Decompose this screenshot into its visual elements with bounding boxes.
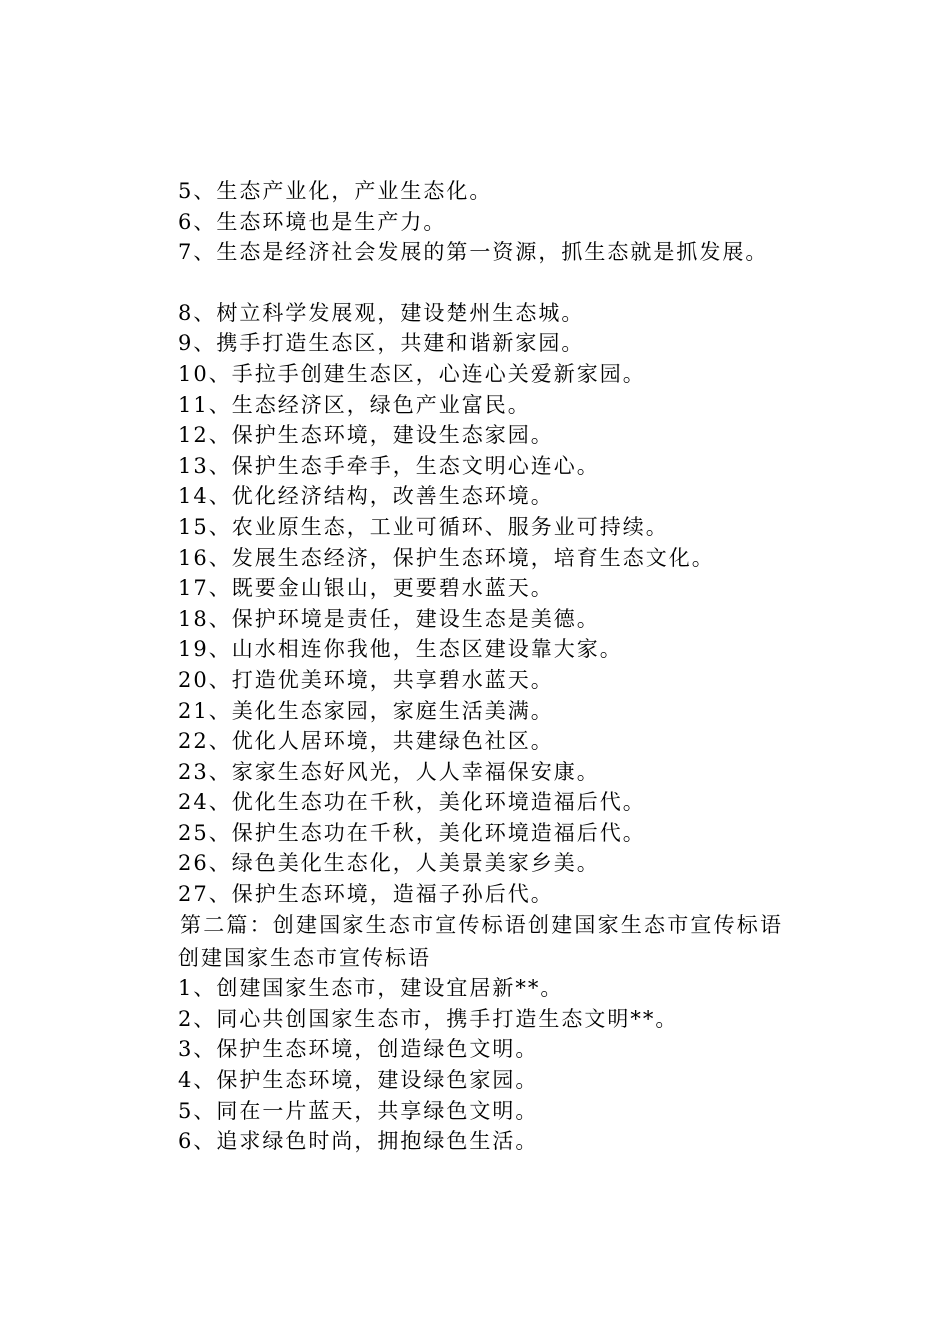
slogan-line: 27、保护生态环境，造福子孙后代。 xyxy=(178,882,554,907)
slogan-line: 9、携手打造生态区，共建和谐新家园。 xyxy=(178,331,585,356)
section-heading: 第二篇：创建国家生态市宣传标语创建国家生态市宣传标语 xyxy=(180,912,784,937)
slogan-line: 14、优化经济结构，改善生态环境。 xyxy=(178,484,554,509)
document-body xyxy=(130,176,840,1157)
slogan-line: 5、同在一片蓝天，共享绿色文明。 xyxy=(178,1098,539,1123)
slogan-line: 7、生态是经济社会发展的第一资源，抓生态就是抓发展。 xyxy=(178,240,769,265)
slogan-line: 15、农业原生态，工业可循环、服务业可持续。 xyxy=(178,514,669,539)
section-subtitle: 创建国家生态市宣传标语 xyxy=(178,945,431,970)
slogan-line: 1、创建国家生态市，建设宜居新**。 xyxy=(178,976,564,1001)
slogan-line: 20、打造优美环境，共享碧水蓝天。 xyxy=(178,667,554,692)
slogan-line: 12、保护生态环境，建设生态家园。 xyxy=(178,423,554,448)
slogan-line: 13、保护生态手牵手，生态文明心连心。 xyxy=(178,453,600,478)
slogan-line: 3、保护生态环境，创造绿色文明。 xyxy=(178,1037,539,1062)
slogan-line: 26、绿色美化生态化，人美景美家乡美。 xyxy=(178,851,600,876)
slogan-line: 8、树立科学发展观，建设楚州生态城。 xyxy=(178,300,585,325)
slogan-line: 6、生态环境也是生产力。 xyxy=(178,209,447,234)
slogan-line: 21、美化生态家园，家庭生活美满。 xyxy=(178,698,554,723)
slogan-line: 19、山水相连你我他，生态区建设靠大家。 xyxy=(178,637,623,662)
slogan-line: 24、优化生态功在千秋，美化环境造福后代。 xyxy=(178,790,646,815)
slogan-line: 22、优化人居环境，共建绿色社区。 xyxy=(178,729,554,754)
slogan-line: 10、手拉手创建生态区，心连心关爱新家园。 xyxy=(178,361,646,386)
slogan-line: 23、家家生态好风光，人人幸福保安康。 xyxy=(178,759,600,784)
slogan-line: 6、追求绿色时尚，拥抱绿色生活。 xyxy=(178,1129,539,1154)
slogan-line: 17、既要金山银山，更要碧水蓝天。 xyxy=(178,576,554,601)
slogan-line: 16、发展生态经济，保护生态环境，培育生态文化。 xyxy=(178,545,715,570)
slogan-line: 18、保护环境是责任，建设生态是美德。 xyxy=(178,606,600,631)
slogan-line: 11、生态经济区，绿色产业富民。 xyxy=(178,392,531,417)
slogan-line: 2、同心共创国家生态市，携手打造生态文明**。 xyxy=(178,1006,679,1031)
slogan-line: 25、保护生态功在千秋，美化环境造福后代。 xyxy=(178,820,646,845)
slogan-line: 4、保护生态环境，建设绿色家园。 xyxy=(178,1068,539,1093)
slogan-line: 5、生态产业化，产业生态化。 xyxy=(178,179,493,203)
